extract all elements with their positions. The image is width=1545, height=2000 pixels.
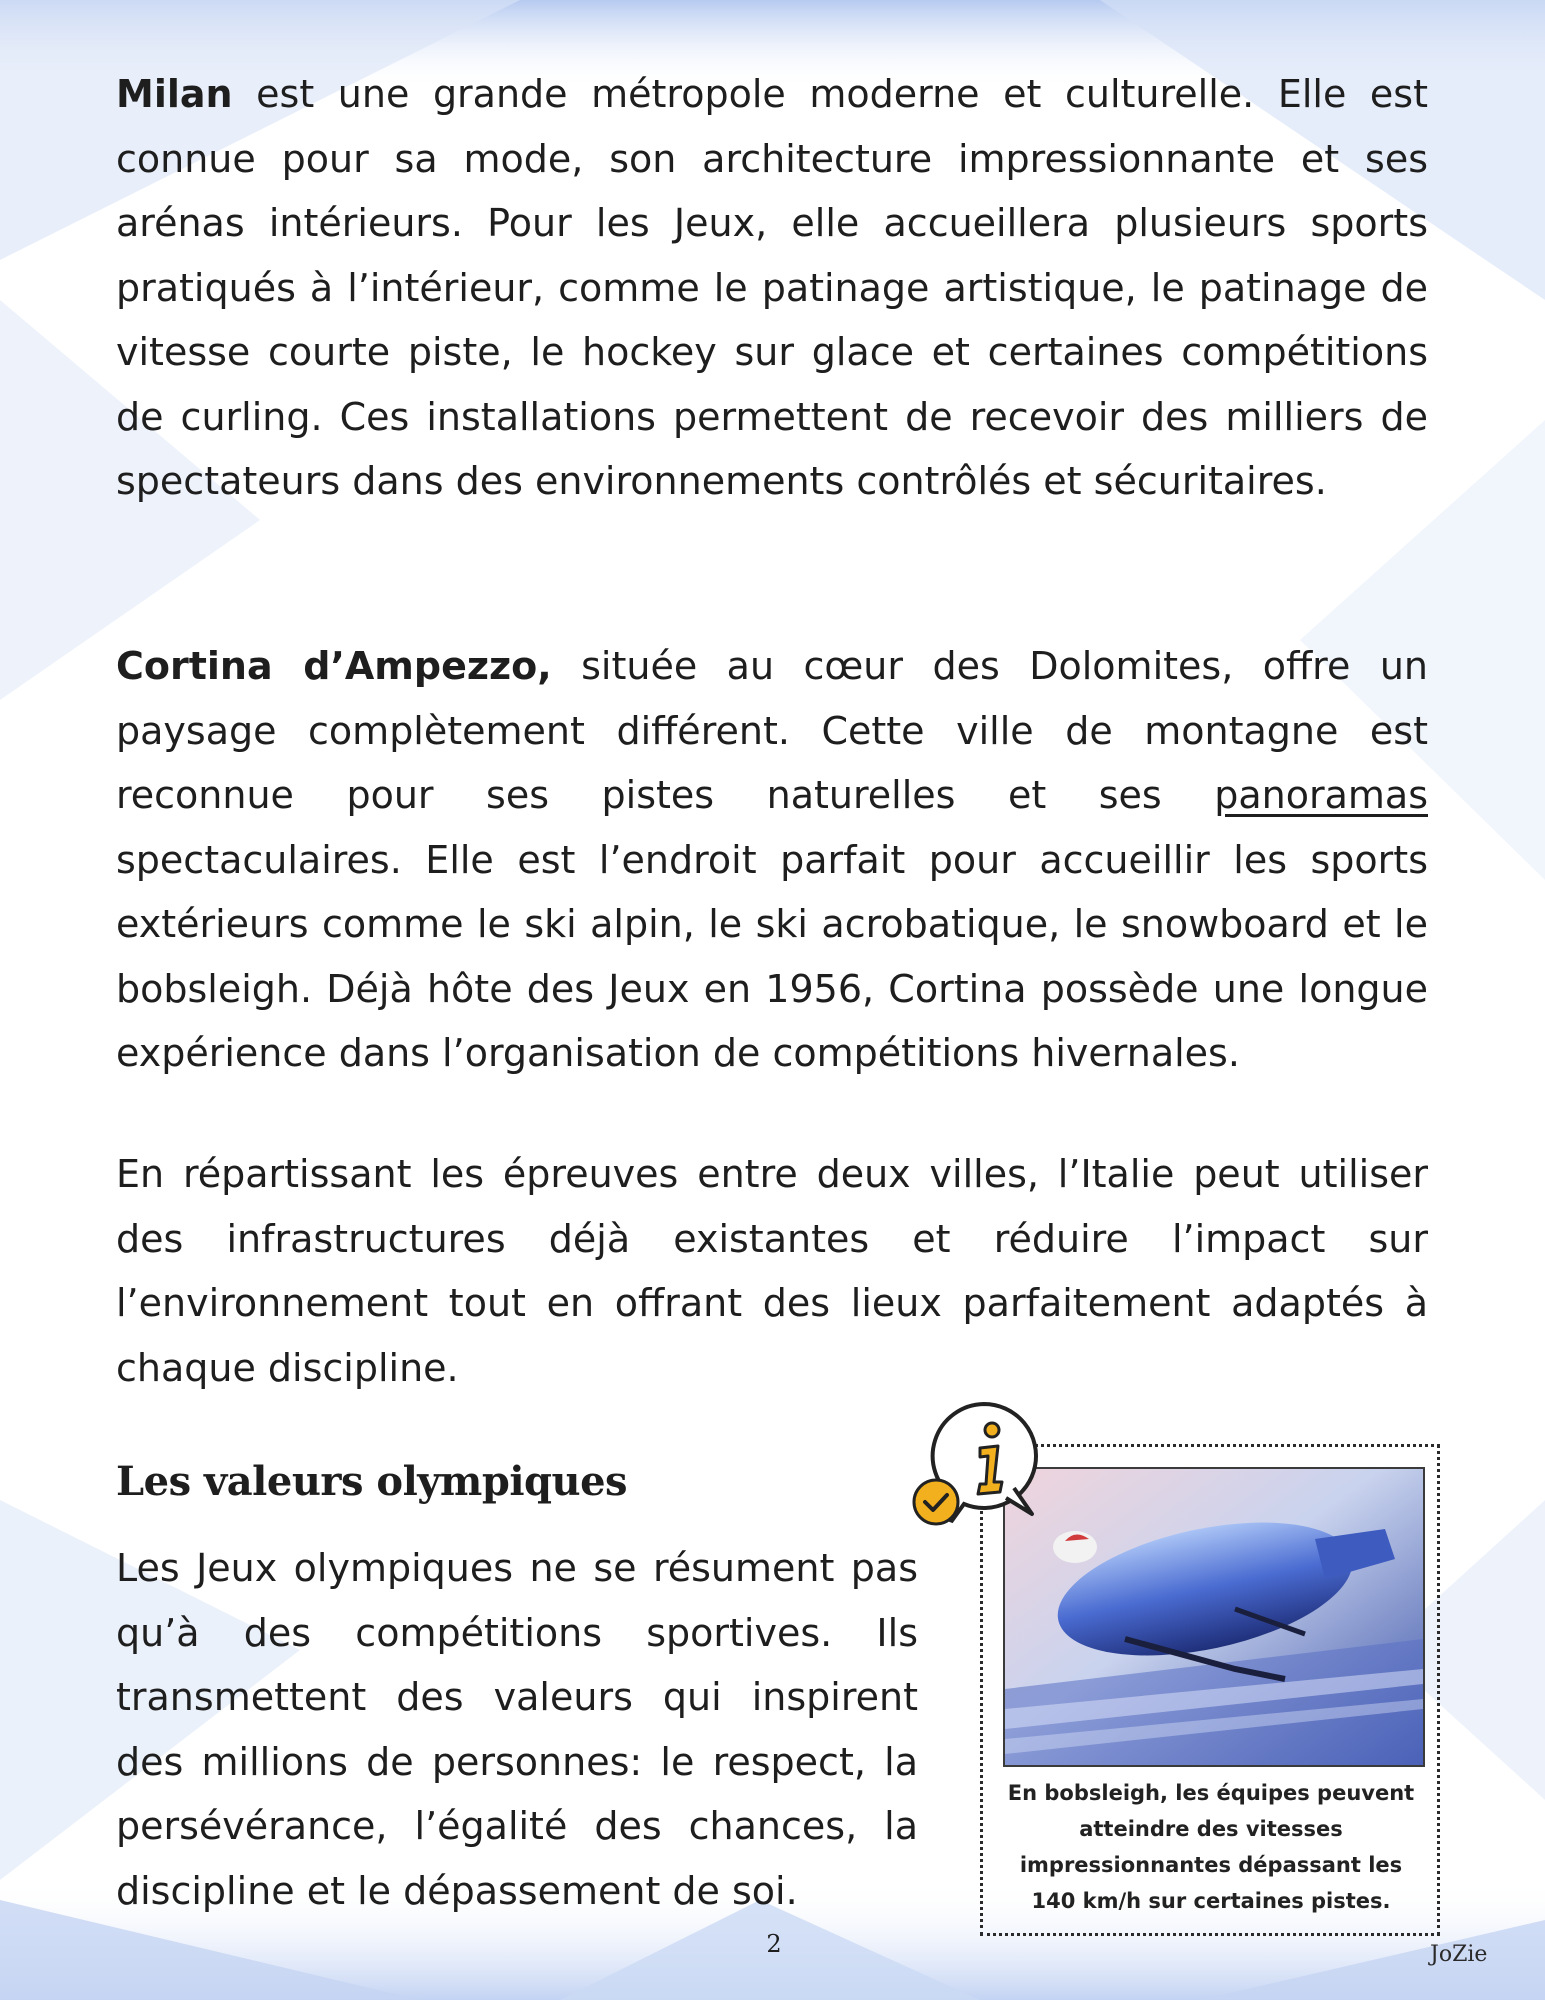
paragraph-milan xyxy=(116,62,1428,514)
checkmark-badge-icon xyxy=(914,1480,958,1524)
info-box xyxy=(980,1444,1440,1936)
cortina-text-end: spectaculaires. Elle est l’endroit parfait pour accueillir les sports extérieurs comme le ski alpin, le ski acrobatique, le snowboard et le bobsleigh. Déjà hôte des Jeux en 1956, Cortina possède une longue expérience dans l’organisation de compétitions hivernales. xyxy=(116,837,1428,1075)
info-caption: En bobsleigh, les équipes peuvent atteindre des vitesses impressionnantes dépassant les 140 km/h sur certaines pistes. xyxy=(1007,1781,1415,1913)
panoramas-term: panoramas xyxy=(1214,773,1428,817)
milan-heading: Milan xyxy=(116,72,233,116)
paragraph-cortina xyxy=(116,634,1428,1086)
section-title: Les valeurs olympiques xyxy=(116,1458,628,1505)
page-number: 2 xyxy=(766,1930,782,1958)
milan-text: est une grande métropole moderne et culturelle. Elle est connue pour sa mode, son architecture impressionnante et ses arénas intérieurs. Pour les Jeux, elle accueillera plusieurs sports pratiqués à l’intérieur, comme le patinage artistique, le patinage de vitesse courte piste, le hockey sur glace et certaines compétitions de curling. Ces installations permettent de recevoir des milliers de spectateurs dans des environnements contrôlés et sécuritaires. xyxy=(116,72,1428,503)
info-speech-bubble-icon xyxy=(906,1396,1046,1536)
cortina-heading: Cortina d’Ampezzo, xyxy=(116,644,552,688)
brand-mark: JoZie xyxy=(1430,1942,1488,1967)
bobsleigh-photo xyxy=(1003,1467,1425,1767)
paragraph-olympic-values: Les Jeux olympiques ne se résument pas qu’à des compétitions sportives. Ils transmettent des valeurs qui inspirent des millions de personnes: le respect, la persévérance, l’égalité des chances, la discipline et le dépassement de soi. xyxy=(116,1546,918,1913)
cortina-text-start: située au cœur des Dolomites, offre un paysage complètement différent. Cette ville de montagne est reconnue pour ses pistes naturelles et ses xyxy=(116,644,1428,817)
paragraph-repartition: En répartissant les épreuves entre deux villes, l’Italie peut utiliser des infrastructures déjà existantes et réduire l’impact sur l’environnement tout en offrant des lieux parfaitement adaptés à chaque discipline. xyxy=(116,1152,1428,1390)
